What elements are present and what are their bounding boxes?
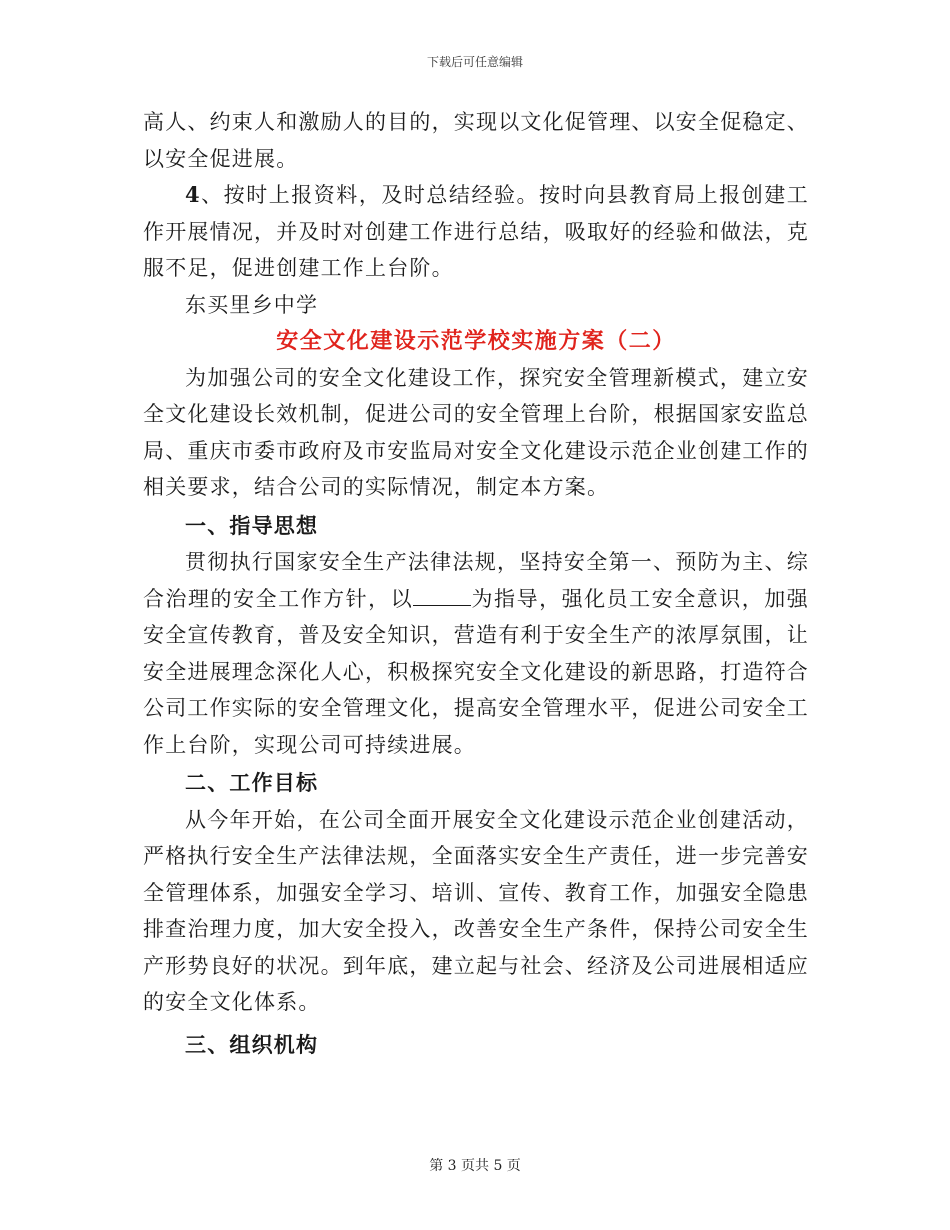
signature-line: 东买里乡中学 xyxy=(185,292,319,317)
document-body xyxy=(143,104,809,1063)
fill-in-blank xyxy=(413,587,471,606)
section-2-paragraph: 从今年开始，在公司全面开展安全文化建设示范企业创建活动，严格执行安全生产法律法规，全面落实安全生产责任，进一步完善安全管理体系，加强安全学习、培训、宣传、教育工作，加强安全隐患排查治理力度，加大安全投入，改善安全生产条件，保持公司安全生产形势良好的状况。到年底，建立起与社会、经济及公司进展相适应的安全文化体系。 xyxy=(143,807,809,1014)
item-number: 4 xyxy=(185,182,201,207)
paragraph-continuation: 高人、约束人和激励人的目的，实现以文化促管理、以安全促稳定、以安全促进展。 xyxy=(143,110,809,171)
page-footer: 第 3 页共 5 页 xyxy=(429,1158,521,1174)
item-text: 、按时上报资料，及时总结经验。按时向县教育局上报创建工作开展情况，并及时对创建工作进行总结，吸取好的经验和做法，克服不足，促进创建工作上台阶。 xyxy=(143,183,809,280)
section-1-paragraph xyxy=(143,544,809,763)
document-title: 安全文化建设示范学校实施方案（二） xyxy=(276,328,676,354)
section-heading-1: 一、指导思想 xyxy=(185,512,319,538)
section-heading-2: 二、工作目标 xyxy=(185,770,319,795)
section-heading-3: 三、组织机构 xyxy=(185,1031,319,1057)
intro-paragraph: 为加强公司的安全文化建设工作，探究安全管理新模式，建立安全文化建设长效机制，促进公司的安全管理上台阶，根据国家安监总局、重庆市委市政府及市安监局对安全文化建设示范企业创建工作的相关要求，结合公司的实际情况，制定本方案。 xyxy=(143,365,809,499)
page-header: 下载后可任意编辑 xyxy=(426,55,523,69)
section-1-text-after: 为指导，强化员工安全意识，加强安全宣传教育，普及安全知识，营造有利于安全生产的浓厚氛围，让安全进展理念深化人心，积极探究安全文化建设的新思路，打造符合公司工作实际的安全管理文化，提高安全管理水平，促进公司安全工作上台阶，实现公司可持续进展。 xyxy=(143,586,809,757)
section-1-text-before: 贯彻执行国家安全生产法律法规，坚持安全第一、预防为主、综合治理的安全工作方针，以 xyxy=(143,550,809,611)
paragraph-item-4 xyxy=(143,177,809,287)
